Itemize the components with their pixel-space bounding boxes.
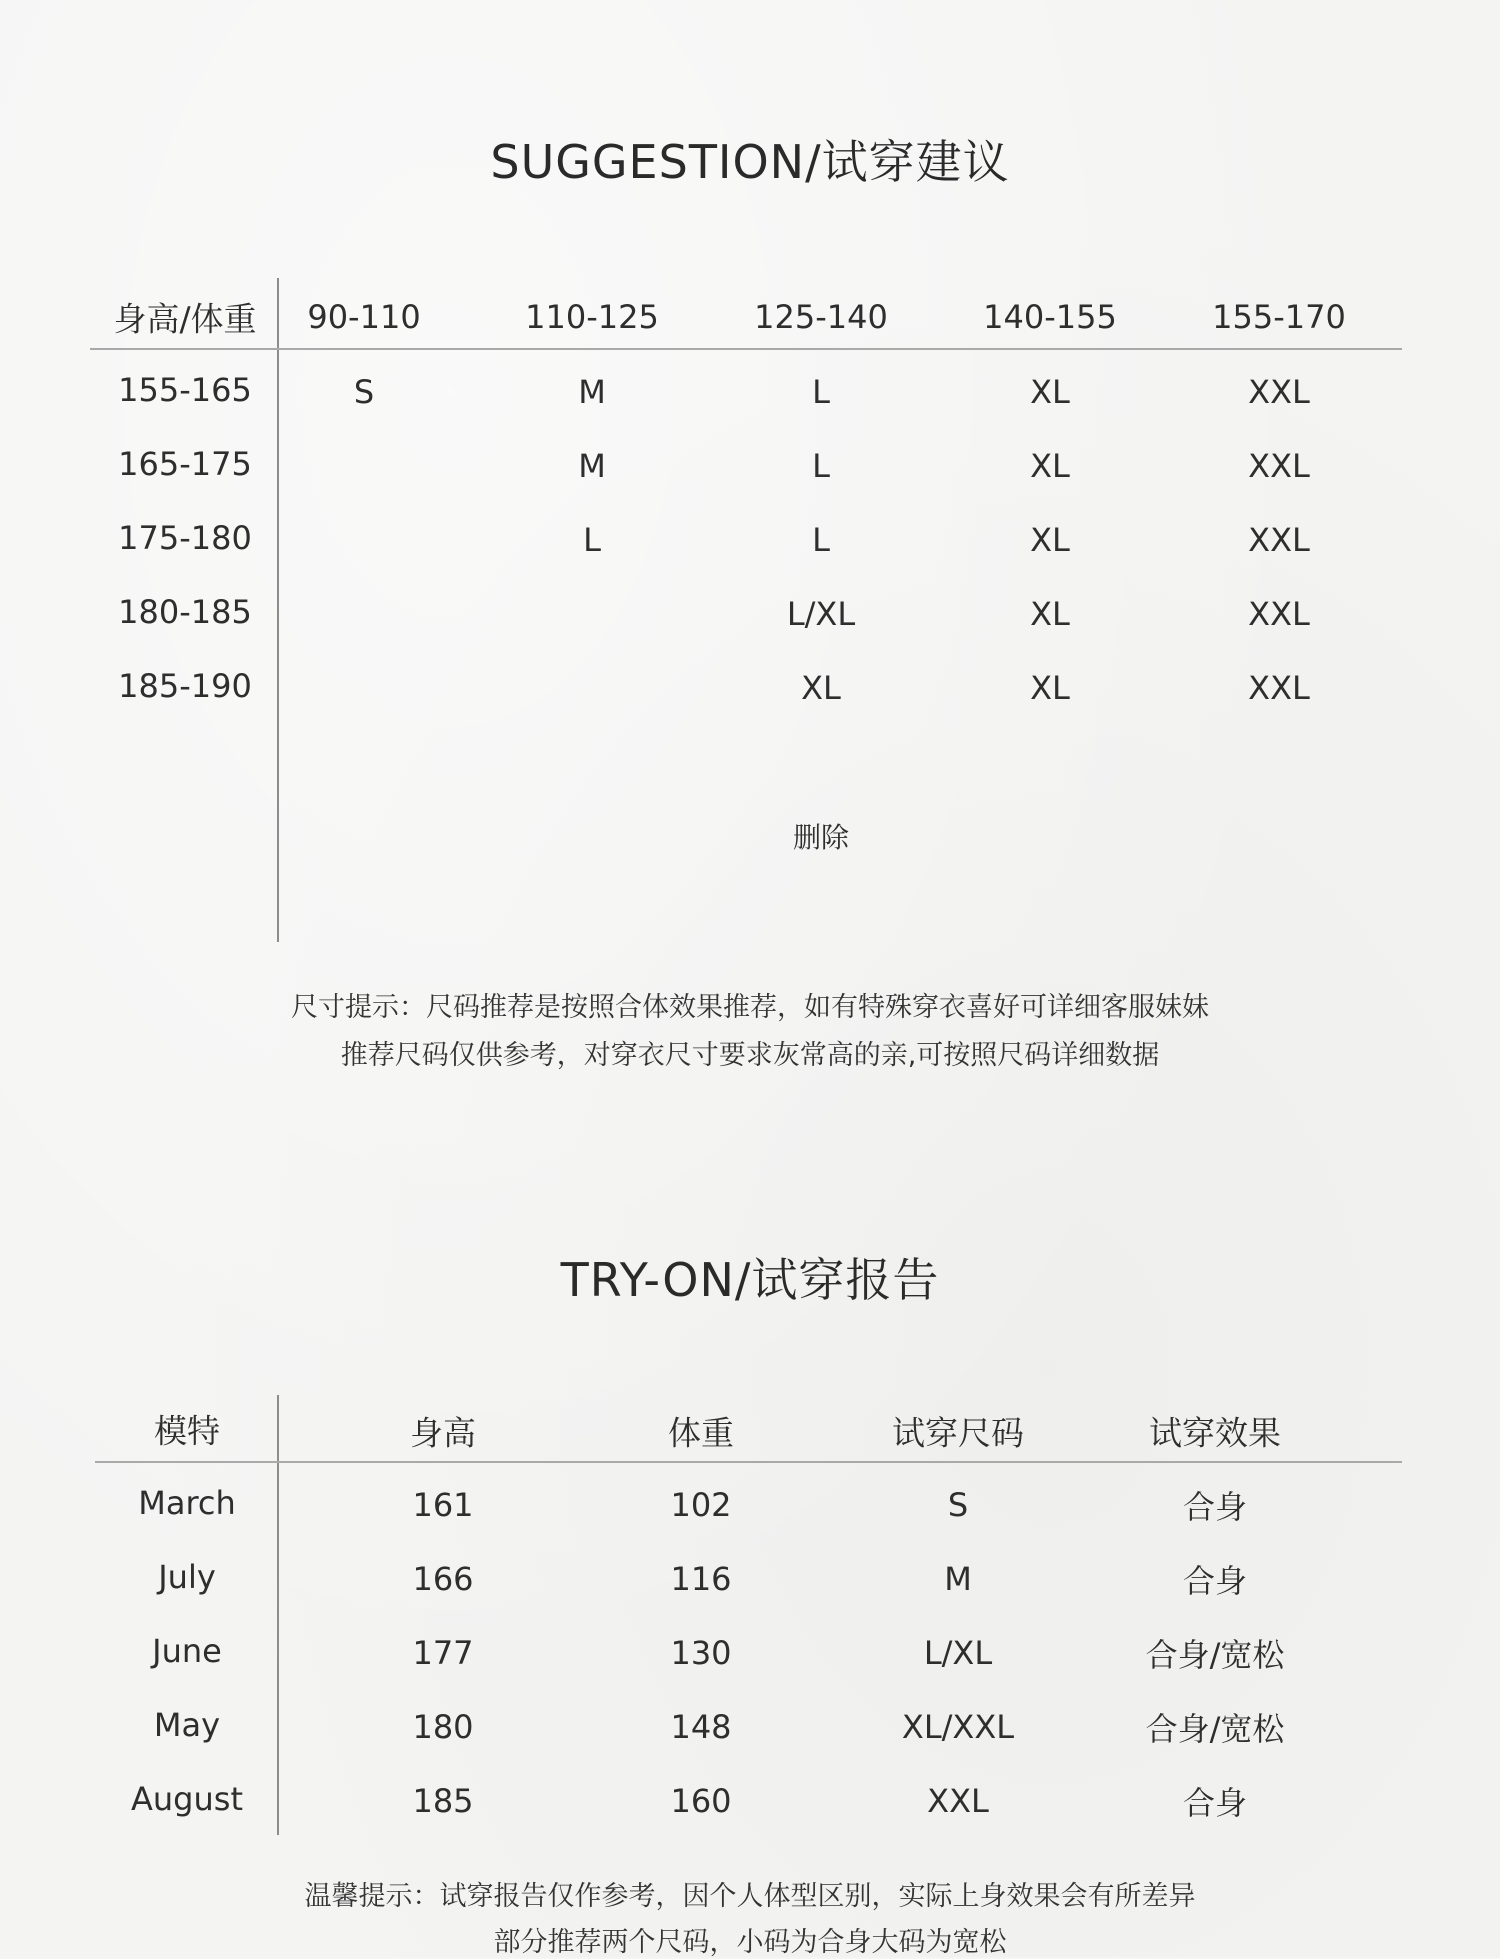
weight-range-header: 155-170 (1212, 298, 1346, 336)
tryon-title: TRY-ON/试穿报告 (560, 1253, 940, 1307)
delete-label: 删除 (792, 821, 850, 854)
height-range-label: 165-175 (118, 445, 252, 483)
model-height: 177 (412, 1634, 474, 1672)
size-cell: S (353, 373, 375, 411)
model-height: 185 (412, 1782, 474, 1820)
size-cell: M (578, 447, 606, 485)
size-cell: XXL (1248, 447, 1310, 485)
tryon-size: XL/XXL (901, 1708, 1015, 1746)
model-name: August (131, 1780, 243, 1818)
model-name: May (153, 1706, 221, 1744)
model-weight: 130 (670, 1634, 732, 1672)
size-cell: L (812, 521, 830, 559)
tryon-column-header: 模特 (154, 1411, 220, 1451)
model-height: 166 (412, 1560, 474, 1598)
size-cell: XL (1030, 447, 1070, 485)
size-cell: M (578, 373, 606, 411)
size-cell: XL (1030, 595, 1070, 633)
weight-range-header: 140-155 (983, 298, 1117, 336)
tryon-column-header: 体重 (668, 1413, 734, 1453)
tryon-fit: 合身/宽松 (1145, 1710, 1285, 1748)
tryon-column-header: 试穿效果 (1149, 1413, 1281, 1453)
size-cell: L (812, 447, 830, 485)
suggestion-corner-header: 身高/体重 (113, 299, 257, 339)
model-name: March (138, 1484, 236, 1522)
weight-range-header: 110-125 (525, 298, 659, 336)
size-cell: XXL (1248, 521, 1310, 559)
tryon-note-line-2: 部分推荐两个尺码，小码为合身大码为宽松 (493, 1927, 1007, 1958)
height-range-label: 180-185 (118, 593, 252, 631)
tryon-fit: 合身 (1182, 1488, 1248, 1526)
height-range-label: 175-180 (118, 519, 252, 557)
size-cell: XL (1030, 669, 1070, 707)
size-cell: XXL (1248, 595, 1310, 633)
suggestion-title: SUGGESTION/试穿建议 (490, 135, 1010, 189)
size-cell: XL (801, 669, 841, 707)
tryon-size: XXL (927, 1782, 989, 1820)
tryon-fit: 合身 (1182, 1784, 1248, 1822)
size-cell: XL (1030, 373, 1070, 411)
height-range-label: 155-165 (118, 371, 252, 409)
model-name: July (158, 1558, 216, 1596)
tryon-fit: 合身/宽松 (1145, 1636, 1285, 1674)
model-height: 161 (412, 1486, 474, 1524)
suggestion-note-line-2: 推荐尺码仅供参考，对穿衣尺寸要求灰常高的亲,可按照尺码详细数据 (340, 1040, 1160, 1071)
model-weight: 148 (670, 1708, 732, 1746)
tryon-header-divider (95, 1461, 1402, 1463)
tryon-note-line-1: 温馨提示：试穿报告仅作参考，因个人体型区别，实际上身效果会有所差异 (304, 1881, 1196, 1912)
model-weight: 102 (670, 1486, 732, 1524)
size-cell: L (812, 373, 830, 411)
size-cell: L/XL (786, 595, 856, 633)
tryon-size: L/XL (923, 1634, 993, 1672)
suggestion-header-divider (90, 348, 1402, 350)
size-cell: XXL (1248, 669, 1310, 707)
model-weight: 116 (670, 1560, 732, 1598)
model-height: 180 (412, 1708, 474, 1746)
model-name: June (152, 1632, 222, 1670)
tryon-fit: 合身 (1182, 1562, 1248, 1600)
tryon-size: M (944, 1560, 972, 1598)
model-weight: 160 (670, 1782, 732, 1820)
tryon-size: S (947, 1486, 969, 1524)
size-cell: L (583, 521, 601, 559)
size-cell: XXL (1248, 373, 1310, 411)
tryon-column-header: 身高 (410, 1413, 476, 1453)
weight-range-header: 125-140 (754, 298, 888, 336)
size-cell: XL (1030, 521, 1070, 559)
weight-range-header: 90-110 (307, 298, 421, 336)
suggestion-vertical-divider (277, 278, 279, 942)
tryon-column-header: 试穿尺码 (892, 1413, 1024, 1453)
suggestion-note-line-1: 尺寸提示：尺码推荐是按照合体效果推荐，如有特殊穿衣喜好可详细客服妹妹 (291, 992, 1209, 1023)
height-range-label: 185-190 (118, 667, 252, 705)
